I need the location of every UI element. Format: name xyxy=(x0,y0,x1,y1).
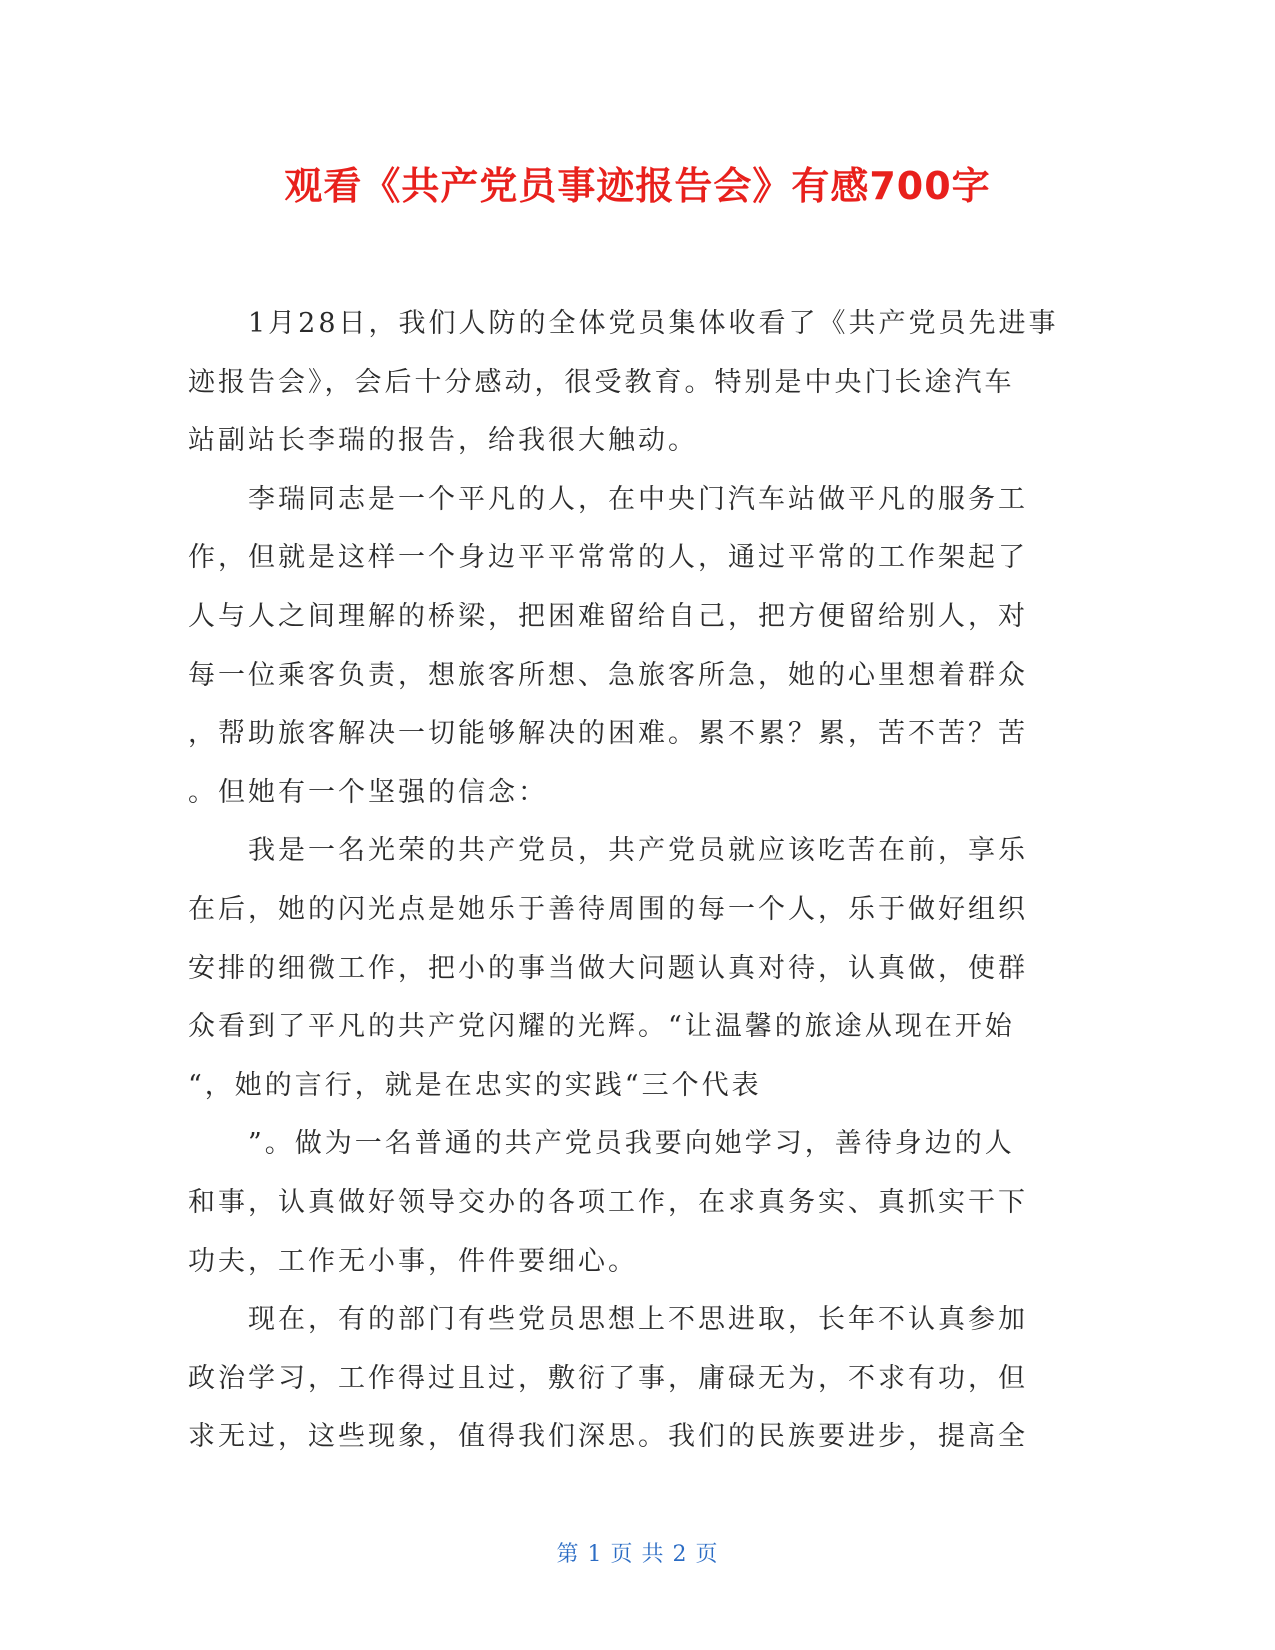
body-line: 现在，有的部门有些党员思想上不思进取，长年不认真参加 xyxy=(188,1304,1028,1336)
body-line: “，她的言行，就是在忠实的实践“三个代表 xyxy=(188,1069,762,1101)
body-line: 在后，她的闪光点是她乐于善待周围的每一个人，乐于做好组织 xyxy=(188,893,1028,925)
body-line: 众看到了平凡的共产党闪耀的光辉。“让温馨的旅途从现在开始 xyxy=(188,1011,1015,1043)
body-line: 迹报告会》，会后十分感动，很受教育。特别是中央门长途汽车 xyxy=(188,366,1015,398)
body-line: 每一位乘客负责，想旅客所想、急旅客所急，她的心里想着群众 xyxy=(188,659,1028,691)
body-line: 功夫，工作无小事，件件要细心。 xyxy=(188,1245,638,1277)
body-line: 求无过，这些现象，值得我们深思。我们的民族要进步，提高全 xyxy=(188,1421,1028,1453)
body-line: 政治学习，工作得过且过，敷衍了事，庸碌无为，不求有功，但 xyxy=(188,1362,1028,1394)
body-line: 。但她有一个坚强的信念： xyxy=(188,776,548,808)
document-body xyxy=(188,295,1068,1467)
body-line: 安排的细微工作，把小的事当做大问题认真对待，认真做，使群 xyxy=(188,952,1028,984)
body-line: 作，但就是这样一个身边平平常常的人，通过平常的工作架起了 xyxy=(188,542,1028,574)
body-line: 人与人之间理解的桥梁，把困难留给自己，把方便留给别人，对 xyxy=(188,600,1028,632)
body-line: 1月28日，我们人防的全体党员集体收看了《共产党员先进事 xyxy=(188,308,1059,339)
body-line: 站副站长李瑞的报告，给我很大触动。 xyxy=(188,425,698,457)
body-line: 我是一名光荣的共产党员，共产党员就应该吃苦在前，享乐 xyxy=(188,835,1028,867)
page-number-footer: 第 1 页 共 2 页 xyxy=(556,1542,719,1567)
body-line: 李瑞同志是一个平凡的人，在中央门汽车站做平凡的服务工 xyxy=(188,483,1028,515)
body-line: ”。做为一名普通的共产党员我要向她学习，善待身边的人 xyxy=(188,1128,1015,1160)
body-line: ，帮助旅客解决一切能够解决的困难。累不累？累，苦不苦？苦 xyxy=(188,718,1028,750)
body-line: 和事，认真做好领导交办的各项工作，在求真务实、真抓实干下 xyxy=(188,1186,1028,1218)
document-title: 观看《共产党员事迹报告会》有感700字 xyxy=(284,164,991,208)
